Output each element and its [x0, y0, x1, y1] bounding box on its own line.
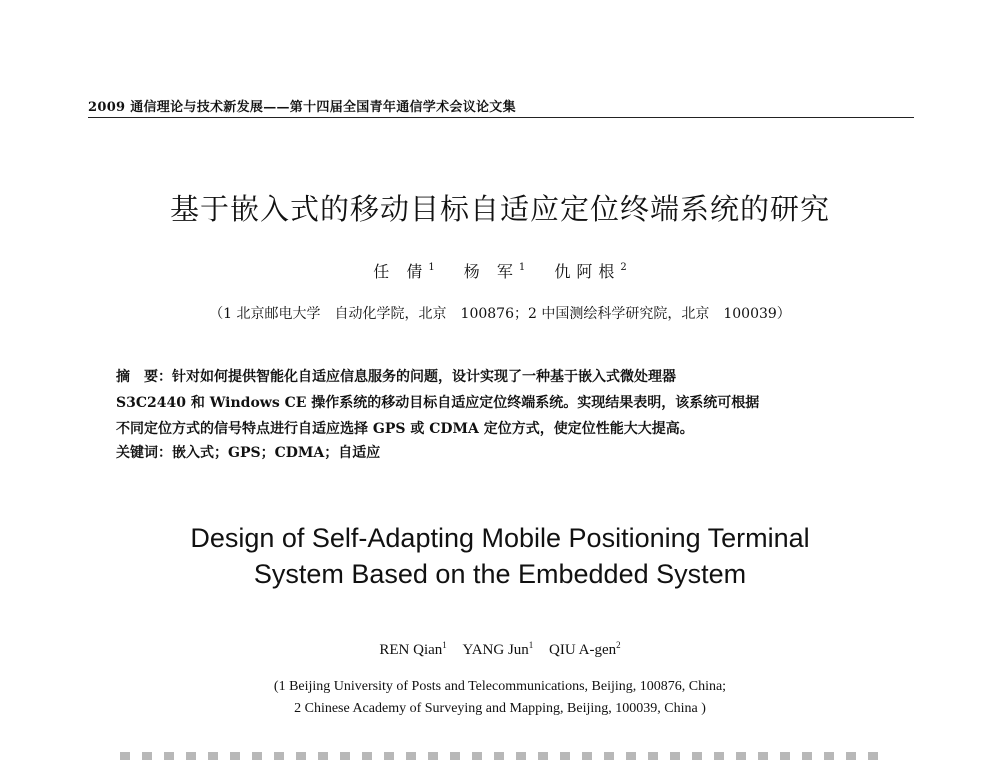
author-affil-mark: 2 — [616, 640, 621, 650]
author-cn-3 — [554, 262, 626, 281]
author-name: 任 倩 — [373, 262, 429, 281]
author-affil-mark: 1 — [442, 640, 447, 650]
author-affil-mark: 1 — [428, 262, 435, 273]
abstract-line: S3C2440 和 Windows CE 操作系统的移动目标自适应定位终端系统。实现结果表明，该系统可根据 — [116, 395, 760, 411]
author-affil-mark: 1 — [518, 262, 526, 273]
abstract-line: 摘 要：针对如何提供智能化自适应信息服务的问题，设计实现了一种基于嵌入式微处理器 — [116, 369, 676, 385]
title-en-line: Design of Self-Adapting Mobile Positioning Terminal — [190, 523, 810, 553]
author-name: 仇阿根 — [554, 262, 621, 281]
author-name: YANG Jun — [462, 642, 529, 658]
keywords-cn: 关键词：嵌入式；GPS；CDMA；自适应 — [116, 445, 381, 461]
affiliation-cn: （1 北京邮电大学 自动化学院，北京 100876；2 中国测绘科学研究院，北京 100039） — [209, 306, 791, 322]
paper-title-en — [0, 520, 1000, 592]
author-en-2 — [463, 642, 534, 658]
running-head: 2009 通信理论与技术新发展——第十四届全国青年通信学术会议论文集 — [88, 100, 516, 115]
header-rule — [88, 117, 914, 118]
author-affil-mark: 2 — [620, 262, 627, 273]
author-name: REN Qian — [379, 642, 443, 658]
paper-title-cn: 基于嵌入式的移动目标自适应定位终端系统的研究 — [169, 192, 830, 226]
author-en-1 — [379, 642, 446, 658]
affiliation-en — [0, 676, 1000, 720]
authors-cn — [0, 259, 1000, 282]
author-cn-2 — [464, 262, 525, 281]
title-en-line: System Based on the Embedded System — [253, 559, 747, 589]
affiliation-en-line: 2 Chinese Academy of Surveying and Mapping, Beijing, 100039, China ) — [294, 701, 706, 716]
author-en-3 — [549, 642, 621, 658]
abstract-cn — [116, 364, 886, 442]
authors-en — [0, 640, 1000, 659]
author-name: 杨 军 — [463, 262, 519, 281]
author-name: QIU A-gen — [549, 642, 617, 658]
abstract-line: 不同定位方式的信号特点进行自适应选择 GPS 或 CDMA 定位方式，使定位性能大大提高。 — [116, 421, 694, 437]
affiliation-en-line: (1 Beijing University of Posts and Telecommunications, Beijing, 100876, China; — [273, 679, 727, 694]
author-cn-1 — [373, 262, 434, 281]
author-affil-mark: 1 — [528, 640, 534, 650]
cut-off-text-fragment — [120, 752, 880, 760]
